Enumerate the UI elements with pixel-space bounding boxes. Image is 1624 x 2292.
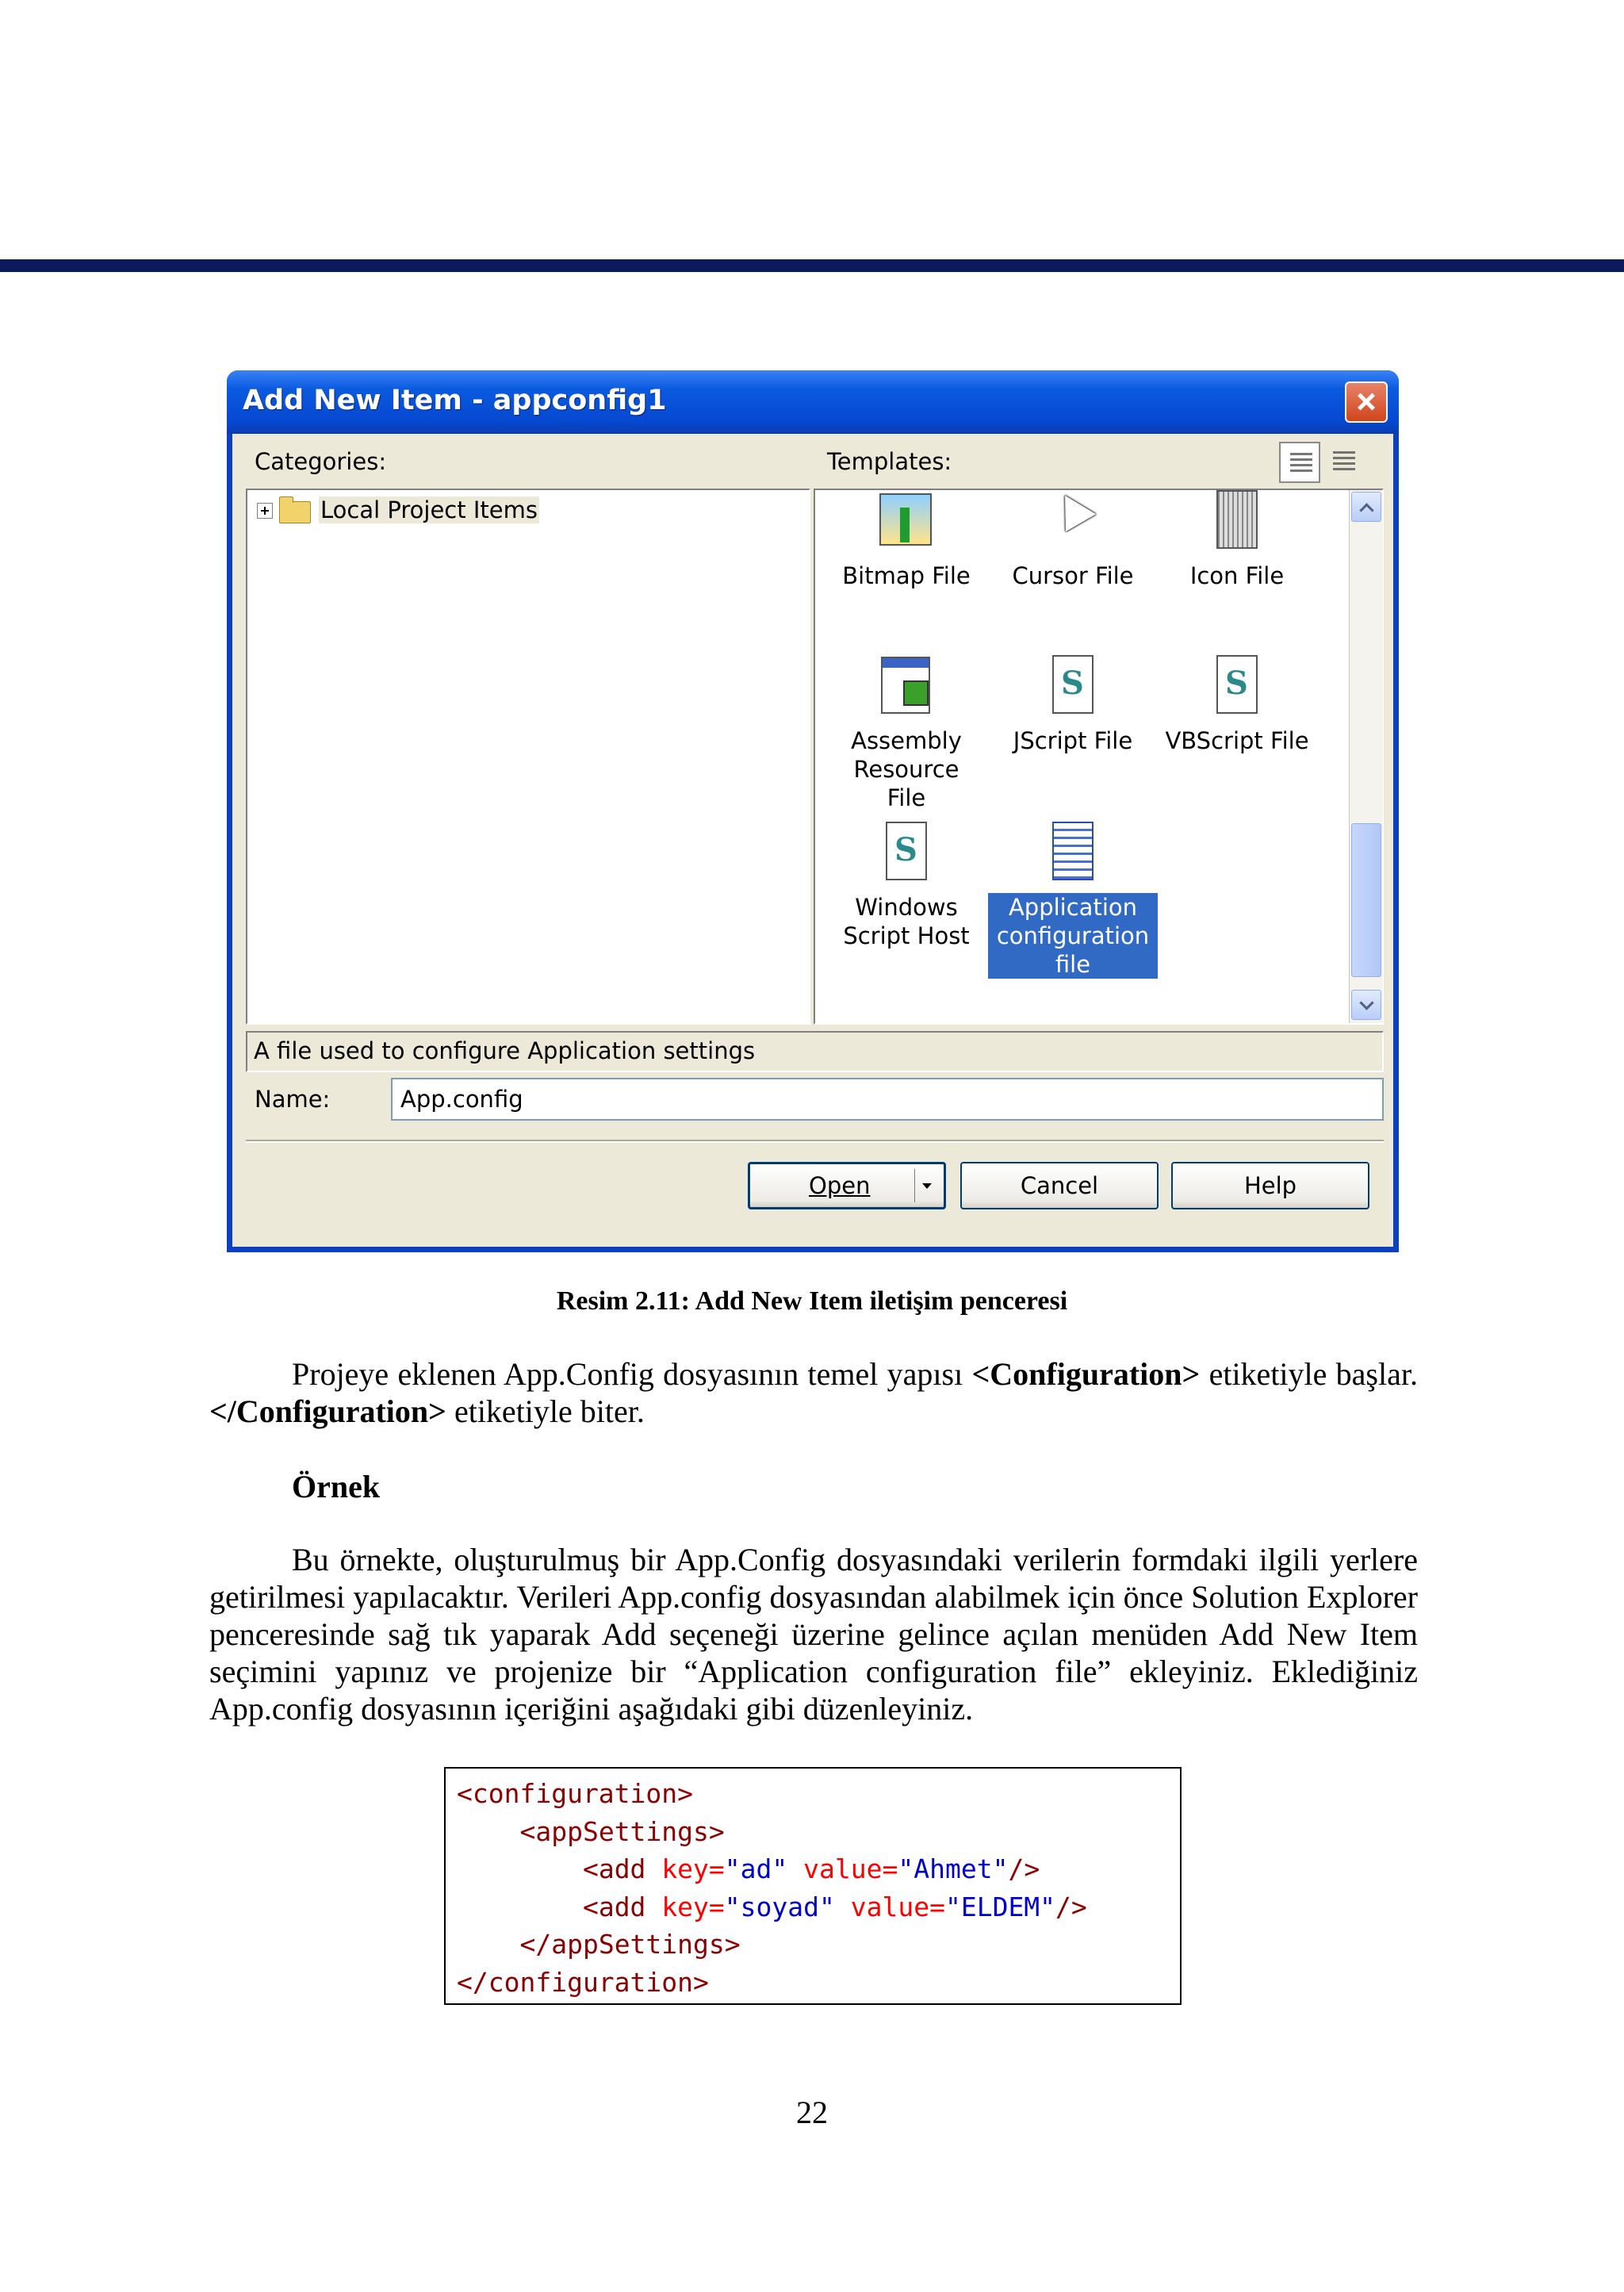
- bitmap-icon: [879, 493, 932, 546]
- scroll-thumb[interactable]: [1351, 823, 1381, 977]
- template-bitmap-file[interactable]: [831, 490, 982, 590]
- code-line-2: <appSettings>: [519, 1815, 725, 1847]
- paragraph-2: [209, 1541, 1418, 1727]
- paragraph-2-text: Bu örnekte, oluşturulmuş bir App.Config dosyasındaki verilerin formdaki ilgili yerlere getirilmesi yapılacaktır. Verileri App.config dosyasından alabilmek için önce Solution Explorer penceresinde sağ tık yaparak Add seçeneği üzerine gelince açılan menüden Add New Item seçimini yapınız ve projenize bir “Application configuration file” ekleyiniz. Eklediğiniz App.config dosyasının içeriğini aşağıdaki gibi düzenleyiniz.: [209, 1542, 1418, 1727]
- template-label: Cursor File: [1012, 562, 1134, 589]
- scroll-up-icon[interactable]: [1351, 492, 1381, 522]
- tree-item-label: Local Project Items: [320, 496, 538, 523]
- small-icons-view-icon[interactable]: [1323, 442, 1365, 483]
- code-value-attr: value=: [803, 1853, 898, 1884]
- template-label: Application configuration file: [988, 893, 1158, 979]
- icon-file-icon: [1216, 490, 1258, 549]
- template-vbscript-file[interactable]: [1162, 655, 1312, 755]
- template-label: VBScript File: [1165, 727, 1309, 754]
- template-jscript-file[interactable]: [998, 655, 1148, 755]
- templates-label: Templates:: [827, 448, 952, 475]
- code-value-value: "ELDEM": [944, 1891, 1056, 1922]
- script-icon: [886, 822, 927, 880]
- template-assembly-resource-file[interactable]: [831, 655, 982, 812]
- template-cursor-file[interactable]: [998, 490, 1148, 590]
- code-key-value: "ad": [724, 1853, 788, 1884]
- code-add-tag: <add: [582, 1891, 646, 1922]
- open-button-label: Open: [809, 1172, 871, 1199]
- dialog-client: [232, 434, 1393, 1247]
- large-icons-view-icon[interactable]: [1279, 442, 1320, 483]
- expand-icon[interactable]: [257, 503, 273, 519]
- section-heading: Örnek: [292, 1469, 381, 1504]
- name-input[interactable]: [391, 1078, 1384, 1121]
- code-value-value: "Ahmet": [898, 1853, 1009, 1884]
- code-line-6: </configuration>: [457, 1966, 709, 1998]
- template-label: Windows Script Host: [843, 894, 970, 949]
- folder-icon: [279, 501, 311, 523]
- categories-tree[interactable]: [246, 489, 810, 1025]
- para1-text-e: etiketiyle biter.: [446, 1393, 645, 1429]
- code-line-1: <configuration>: [457, 1778, 694, 1809]
- para1-tag-close: </Configuration>: [209, 1393, 446, 1429]
- template-windows-script-host[interactable]: [831, 822, 982, 950]
- dialog-titlebar[interactable]: [227, 370, 1399, 434]
- open-button[interactable]: [748, 1162, 946, 1209]
- template-label: Bitmap File: [842, 562, 971, 589]
- code-key-attr: key=: [661, 1853, 725, 1884]
- dialog-separator: [246, 1140, 1384, 1143]
- code-self-close: />: [1008, 1853, 1040, 1884]
- code-value-attr: value=: [850, 1891, 945, 1922]
- para1-text-a: Projeye eklenen App.Config dosyasının temel yapısı: [292, 1356, 972, 1392]
- categories-label: Categories:: [255, 448, 387, 475]
- scroll-down-icon[interactable]: [1351, 990, 1381, 1020]
- open-dropdown-icon[interactable]: [914, 1169, 939, 1202]
- template-label: Assembly Resource File: [851, 727, 962, 811]
- template-label: JScript File: [1013, 727, 1133, 754]
- add-new-item-dialog: [227, 370, 1399, 1252]
- templates-scrollbar[interactable]: [1349, 490, 1383, 1023]
- code-self-close: />: [1055, 1891, 1087, 1922]
- code-add-tag: <add: [582, 1853, 646, 1884]
- header-rule: [0, 259, 1624, 272]
- cancel-button[interactable]: Cancel: [960, 1162, 1159, 1209]
- figure-caption: Resim 2.11: Add New Item iletişim penceresi: [556, 1286, 1068, 1316]
- template-icon-file[interactable]: [1162, 490, 1312, 590]
- template-description: A file used to configure Application settings: [246, 1031, 1384, 1072]
- template-application-configuration-file[interactable]: [988, 822, 1158, 979]
- templates-list[interactable]: [814, 489, 1384, 1025]
- name-label: Name:: [255, 1086, 331, 1113]
- cursor-icon: [1050, 487, 1096, 532]
- config-file-icon: [1052, 822, 1094, 880]
- template-label: Icon File: [1189, 562, 1285, 589]
- code-line-5: </appSettings>: [519, 1929, 741, 1960]
- code-block: [444, 1767, 1182, 2005]
- paragraph-1: [209, 1355, 1418, 1430]
- page-number: 22: [796, 2095, 828, 2130]
- assembly-resource-icon: [881, 657, 930, 714]
- para1-tag-open: <Configuration>: [971, 1356, 1201, 1392]
- help-button[interactable]: Help: [1171, 1162, 1369, 1209]
- dialog-title: Add New Item - appconfig1: [243, 385, 667, 416]
- code-key-value: "soyad": [724, 1891, 835, 1922]
- para1-text-c: etiketiyle başlar.: [1200, 1356, 1418, 1392]
- script-icon: [1052, 655, 1094, 714]
- close-icon[interactable]: [1345, 381, 1388, 423]
- code-key-attr: key=: [661, 1891, 725, 1922]
- script-icon: [1216, 655, 1258, 714]
